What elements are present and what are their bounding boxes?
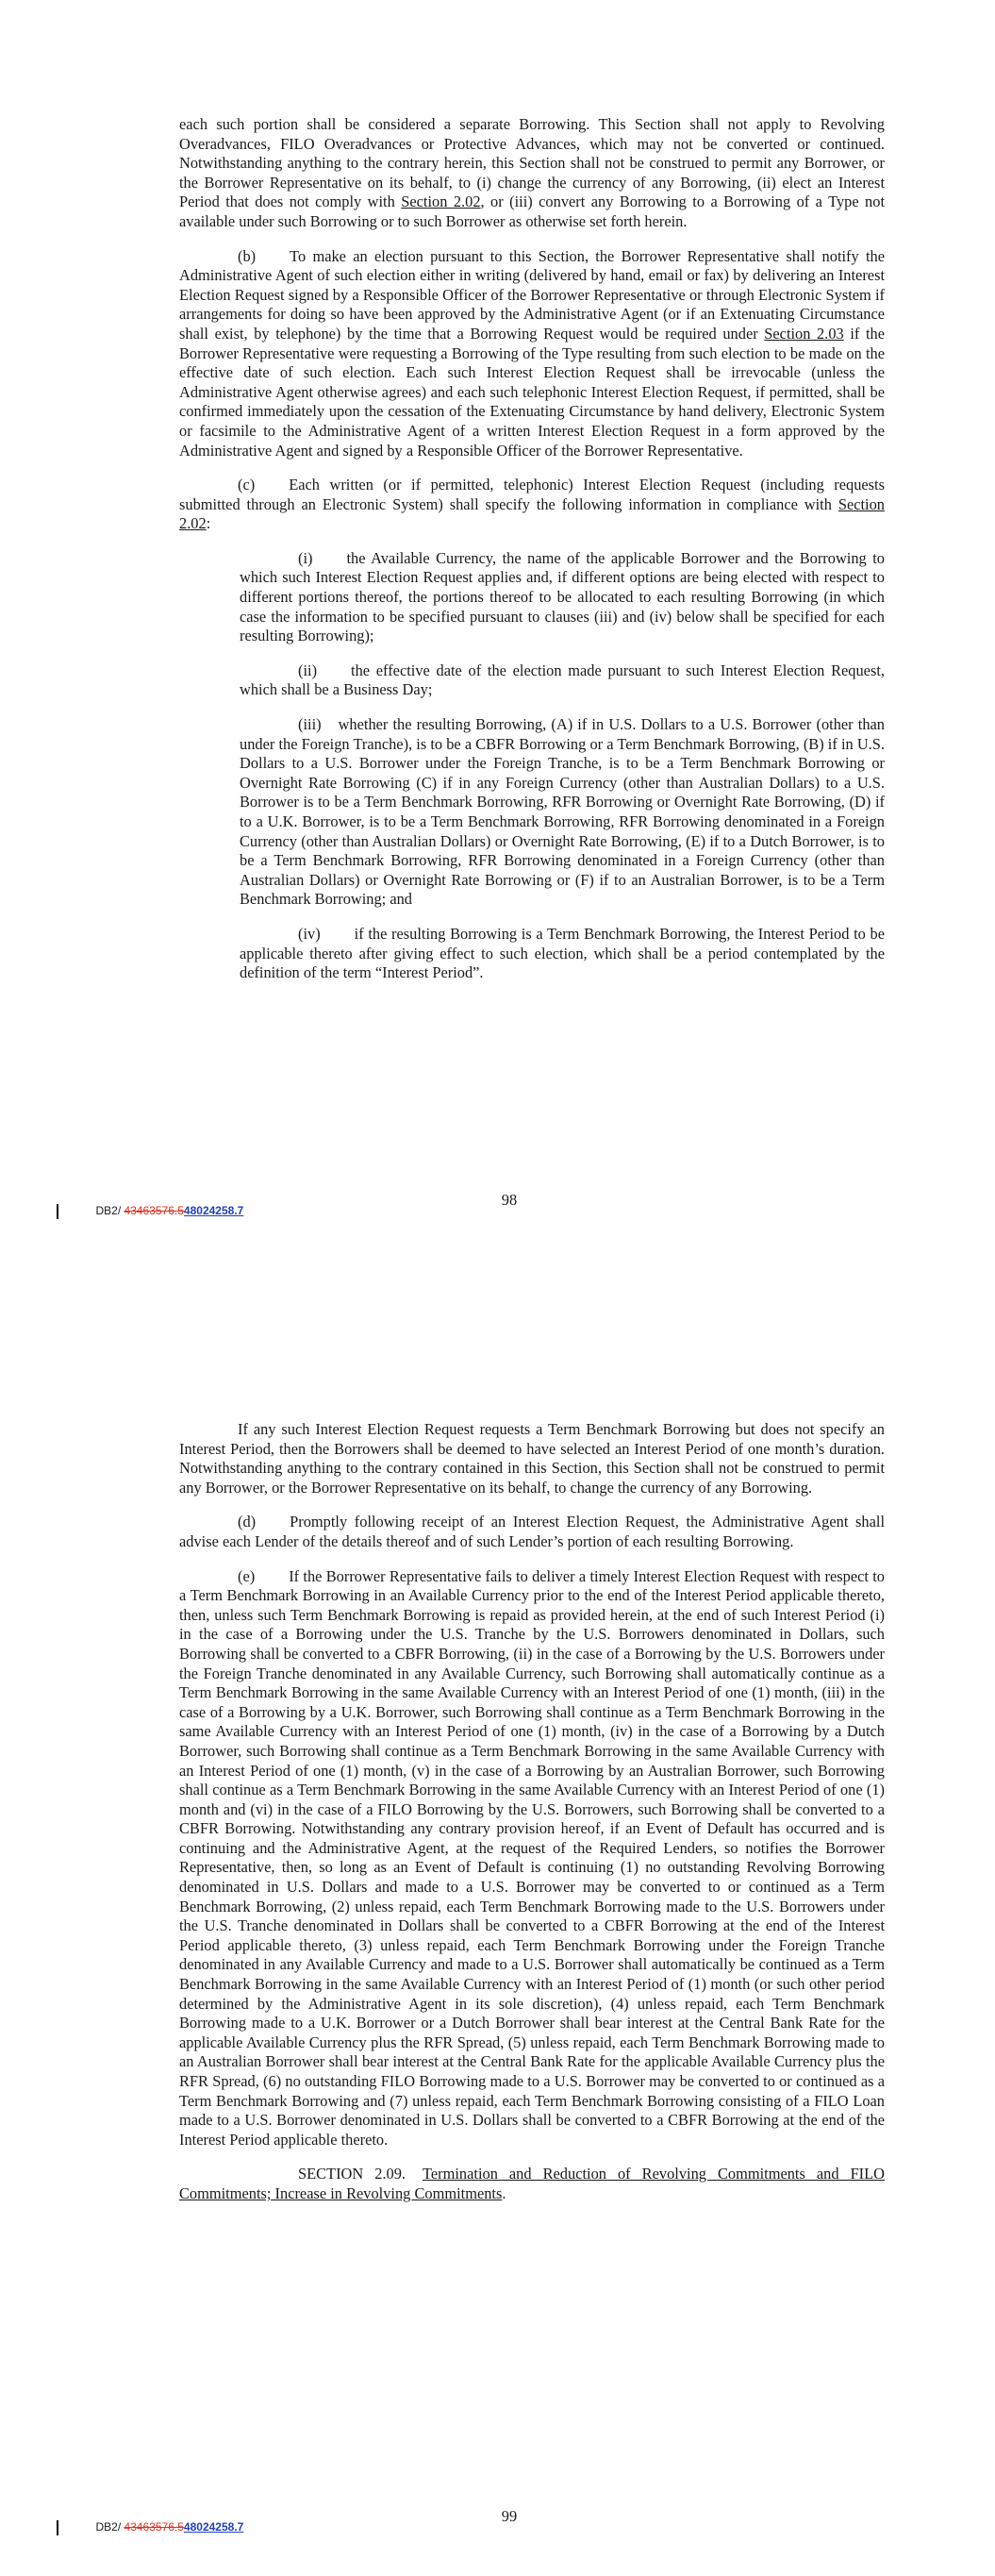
- paragraph-b: (b) To make an election pursuant to this Section, the Borrower Representative shall notify the Administrative Agent of such election either in writing (delivered by hand, email or fax) by delivering an Interest Election Request signed by a Responsible Officer of the Borrower Representative or through Electronic System if arrangements for doing so have been approved by the Administrative Agent (or if an Extenuating Circumstance shall exist, by telephone) by the time that a Borrowing Request would be required under Section 2.03 if the Borrower Representative were requesting a Borrowing of the Type resulting from such election to be made on the effective date of such election. Each such Interest Election Request shall be irrevocable (unless the Administrative Agent otherwise agrees) and each such telephonic Interest Election Request, if permitted, shall be confirmed immediately upon the cessation of the Extenuating Circumstance by hand delivery, Electronic System or facsimile to the Administrative Agent of a written Interest Election Request in a form approved by the Administrative Agent and signed by a Responsible Officer of the Borrower Representative.: [179, 246, 886, 460]
- item-iii: (iii) whether the resulting Borrowing, (A) if in U.S. Dollars to a U.S. Borrower (other than under the Foreign Tranche), is to be a CBFR Borrowing or a Term Benchmark Borrowing, (B) if in U.S. Dollars to a U.S. Borrower under the Foreign Tranche, is to be a Term Benchmark Borrowing or Overnight Rate Borrowing (C) if in any Foreign Currency (other than Australian Dollars) to a U.S. Borrower is to be a Term Benchmark Borrowing, RFR Borrowing or Overnight Rate Borrowing, (D) if to a U.K. Borrower, is to be a Term Benchmark Borrowing, RFR Borrowing denominated in a Foreign Currency (other than Australian Dollars) or Overnight Rate Borrowing, (E) if to a Dutch Borrower, is to be a Term Benchmark Borrowing, RFR Borrowing denominated in a Foreign Currency (other than Australian Dollars) or Overnight Rate Borrowing or (F) if to an Australian Borrower, is to be a Term Benchmark Borrowing; and: [240, 715, 885, 909]
- section-ref: Section 2.03: [764, 324, 844, 343]
- section-heading: SECTION 2.09. Termination and Reduction of Revolving Commitments and FILO Commitments; Increase in Revolving Commitments.: [179, 2165, 885, 2202]
- page-98-body: [179, 115, 885, 998]
- page-number: 99: [501, 2507, 518, 2525]
- paragraph-continuation: each such portion shall be considered a separate Borrowing. This Section shall not apply to Revolving Overadvances, FILO Overadvances or Protective Advances, which may not be converted or continued. Notwithstanding anything to the contrary herein, this Section shall not be construed to permit any Borrower, or the Borrower Representative on its behalf, to (i) change the currency of any Borrowing, (ii) elect an Interest Period that does not comply with Section 2.02, or (iii) convert any Borrowing to a Borrowing of a Type not available under such Borrowing or to such Borrower as otherwise set forth herein.: [179, 115, 885, 230]
- document-footer: DB2/ 43463576.548024258.7: [57, 2520, 243, 2535]
- section-ref: Section 2.02: [179, 494, 885, 533]
- inserted-doc-number: 48024258.7: [183, 1204, 244, 1218]
- deleted-doc-number: 43463576.5: [124, 2520, 184, 2534]
- paragraph-c: (c) Each written (or if permitted, telephonic) Interest Election Request (including requests submitted through an Electronic System) shall specify the following information in compliance with Section 2.02:: [179, 476, 885, 533]
- page-99-body: [179, 1420, 885, 2219]
- item-i: (i) the Available Currency, the name of the applicable Borrower and the Borrowing to which such Interest Election Request applies and, if different options are being elected with respect to different portions thereof, the portions thereof to be allocated to each resulting Borrowing (in which case the information to be specified pursuant to clauses (iii) and (iv) below shall be specified for each resulting Borrowing);: [240, 548, 885, 645]
- change-bar: [57, 1204, 58, 1219]
- paragraph-d: (d) Promptly following receipt of an Interest Election Request, the Administrative Agent shall advise each Lender of the details thereof and of such Lender’s portion of each resulting Borrowing.: [179, 1513, 885, 1550]
- page-number: 98: [501, 1191, 518, 1209]
- paragraph-continuation: If any such Interest Election Request requests a Term Benchmark Borrowing but does not specify an Interest Period, then the Borrowers shall be deemed to have selected an Interest Period of one month’s duration. Notwithstanding anything to the contrary contained in this Section, this Section shall not be construed to permit any Borrower, or the Borrower Representative on its behalf, to change the currency of any Borrowing.: [179, 1420, 885, 1497]
- deleted-doc-number: 43463576.5: [124, 1204, 184, 1218]
- item-ii: (ii) the effective date of the election made pursuant to such Interest Election Request, which shall be a Business Day;: [240, 661, 885, 699]
- paragraph-e: (e) If the Borrower Representative fails to deliver a timely Interest Election Request with respect to a Term Benchmark Borrowing in an Available Currency prior to the end of the Interest Period applicable thereto, then, unless such Term Benchmark Borrowing is repaid as provided herein, at the end of such Interest Period (i) in the case of a Borrowing under the U.S. Tranche by the U.S. Borrowers denominated in Dollars, such Borrowing shall be converted to a CBFR Borrowing, (ii) in the case of a Borrowing by the U.S. Borrowers under the Foreign Tranche denominated in any Available Currency, such Borrowing shall automatically continue as a Term Benchmark Borrowing in the same Available Currency with an Interest Period of one (1) month, (iii) in the case of a Borrowing by a U.K. Borrower, such Borrowing shall continue as a Term Benchmark Borrowing in the same Available Currency with an Interest Period of one (1) month, (iv) in the case of a Borrowing by a Dutch Borrower, such Borrowing shall continue as a Term Benchmark Borrowing in the same Available Currency with an Interest Period of one (1) month, (v) in the case of a Borrowing by an Australian Borrower, such Borrowing shall continue as a Term Benchmark Borrowing in the same Available Currency with an Interest Period of one (1) month and (vi) in the case of a FILO Borrowing by the U.S. Borrowers, such Borrowing shall be converted to a CBFR Borrowing. Notwithstanding any contrary provision hereof, if an Event of Default has occurred and is continuing and the Administrative Agent, at the request of the Required Lenders, so notifies the Borrower Representative, then, so long as an Event of Default is continuing (1) no outstanding Revolving Borrowing denominated in U.S. Dollars and made to a U.S. Borrower may be converted to or continued as a Term Benchmark Borrowing, (2) unless repaid, each Term Benchmark Borrowing made to the U.S. Borrowers under the U.S. Tranche denominated in Dollars shall be converted to a CBFR Borrowing at the end of the Interest Period applicable thereto, (3) unless repaid, each Term Benchmark Borrowing under the Foreign Tranche denominated in any Available Currency and made to a U.S. Borrower shall automatically be continued as a Term Benchmark Borrowing in the same Available Currency with an Interest Period of (1) month (or such other period determined by the Administrative Agent in its sole discretion), (4) unless repaid, each Term Benchmark Borrowing made to a U.K. Borrower or a Dutch Borrower shall bear interest at the Central Bank Rate for the applicable Available Currency plus the RFR Spread, (5) unless repaid, each Term Benchmark Borrowing made to an Australian Borrower shall bear interest at the Central Bank Rate for the applicable Available Currency plus the RFR Spread, (6) no outstanding FILO Borrowing made to a U.S. Borrower may be converted to or continued as a Term Benchmark Borrowing and (7) unless repaid, each Term Benchmark Borrowing consisting of a FILO Loan made to a U.S. Borrower denominated in U.S. Dollars shall be converted to a CBFR Borrowing at the end of the Interest Period applicable thereto.: [179, 1566, 885, 2149]
- change-bar: [57, 2520, 58, 2535]
- document-footer: DB2/ 43463576.548024258.7: [57, 1204, 243, 1219]
- section-ref: Section 2.02: [401, 192, 481, 211]
- section-title: Termination and Reduction of Revolving Commitments and FILO Commitments; Increase in Revolving Commitments: [179, 2165, 885, 2202]
- inserted-doc-number: 48024258.7: [183, 2520, 244, 2534]
- item-iv: (iv) if the resulting Borrowing is a Term Benchmark Borrowing, the Interest Period to be applicable thereto after giving effect to such election, which shall be a period contemplated by the definition of the term “Interest Period”.: [240, 924, 885, 982]
- page-99: [0, 1288, 995, 2576]
